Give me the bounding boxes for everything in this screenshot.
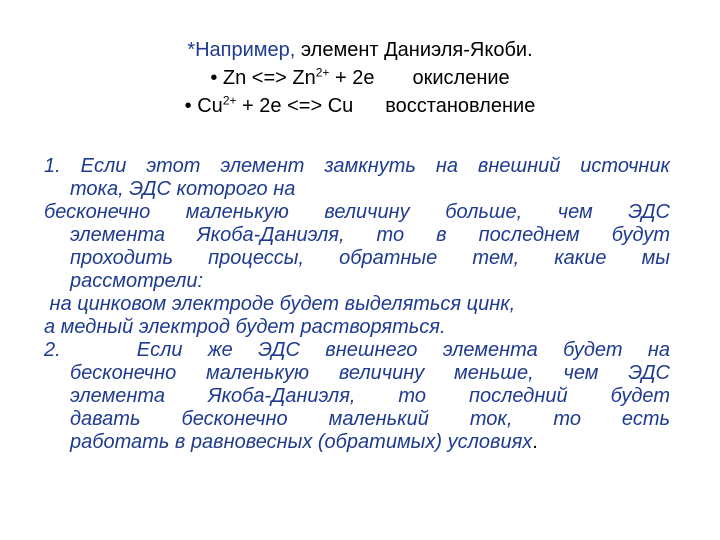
zn-equation: Zn <=> $Zn^{2+} + 2e$ (222, 65, 375, 89)
body-line: на цинковом электроде будет выделяться цинк, (44, 293, 516, 315)
body-line: 2. Если же ЭДС внешнего элемента будет на (44, 339, 670, 361)
slide-body (44, 155, 670, 454)
slide-header (0, 36, 720, 120)
body-line: давать бесконечно маленький ток, то есть (70, 408, 670, 430)
body-line: 1. Если этот элемент замкнуть на внешний источник (44, 155, 670, 177)
body-line: бесконечно маленькую величину меньше, чем ЭДС (70, 362, 670, 384)
oxidation-label: окисление (412, 67, 510, 89)
body-line: бесконечно маленькую величину больше, чем ЭДС (44, 201, 670, 223)
body-line: тока, ЭДС которого на (70, 178, 296, 200)
body-line: проходить процессы, обратные тем, какие мы (70, 247, 670, 269)
bullet: • (184, 95, 192, 117)
header-line-2 (0, 64, 720, 92)
bullet: • (210, 67, 218, 89)
body-line: элемента Якоба-Даниэля, то последний будет (70, 385, 670, 407)
body-line: рассмотрели: (70, 270, 204, 292)
body-line: а медный электрод будет растворяться. (44, 316, 446, 338)
body-line: элемента Якоба-Даниэля, то в последнем будут (70, 224, 670, 246)
cu-equation: $Cu^{2+} + 2e$ <=> Cu (197, 93, 354, 117)
header-title: элемент Даниэля-Якоби. (295, 39, 533, 61)
header-prefix: *Например, (187, 39, 296, 61)
body-line-last: работать в равновесных (обратимых) условиях. (70, 431, 538, 453)
header-line-1 (0, 36, 720, 64)
reduction-label: восстановление (385, 95, 536, 117)
header-line-3 (0, 92, 720, 120)
